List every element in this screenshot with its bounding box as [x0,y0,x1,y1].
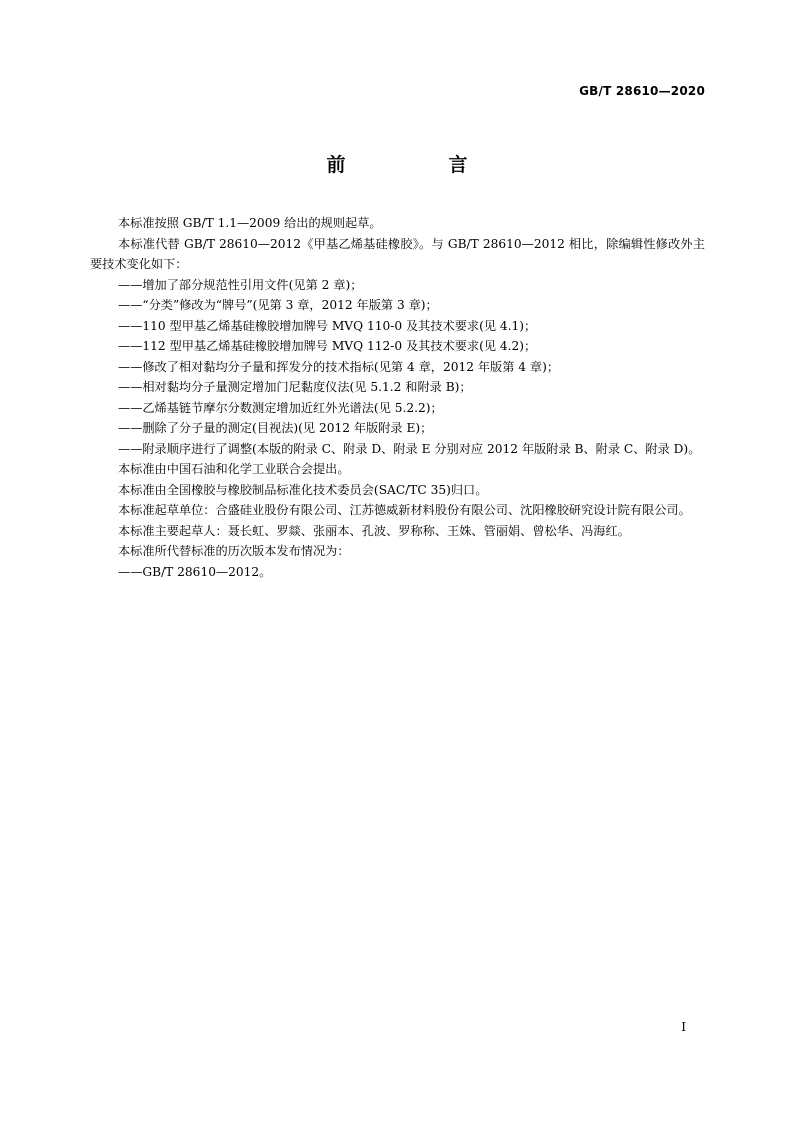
list-item: ——附录顺序进行了调整(本版的附录 C、附录 D、附录 E 分别对应 2012 年版附录 B、附录 C、附录 D)。 [118,441,701,456]
list-item: ——110 型甲基乙烯基硅橡胶增加牌号 MVQ 110-0 及其技术要求(见 4.1)； [118,318,537,333]
list-item: ——相对黏均分子量测定增加门尼黏度仪法(见 5.1.2 和附录 B)； [118,380,472,394]
list-item: ——删除了分子量的测定(目视法)(见 2012 年版附录 E)； [118,421,433,435]
paragraph: 本标准代替 GB/T 28610—2012《甲基乙烯基硅橡胶》。与 GB/T 28610—2012 相比，除编辑性修改外主要技术变化如下： [90,236,705,271]
list-item: ——112 型甲基乙烯基硅橡胶增加牌号 MVQ 112-0 及其技术要求(见 4.2)； [118,339,537,353]
paragraph: 本标准按照 GB/T 1.1—2009 给出的规则起草。 [118,216,382,230]
page-title: 前 言 [326,154,510,176]
list-item: ——修改了相对黏均分子量和挥发分的技术指标(见第 4 章，2012 年版第 4 章)； [118,359,560,374]
list-item: ——增加了部分规范性引用文件(见第 2 章)； [118,277,363,292]
standard-code: GB/T 28610—2020 [579,84,705,98]
paragraph: 本标准所代替标准的历次版本发布情况为： [118,544,350,558]
paragraph: 本标准由全国橡胶与橡胶制品标准化技术委员会(SAC/TC 35)归口。 [118,482,488,497]
list-item: ——“分类”修改为“牌号”(见第 3 章，2012 年版第 3 章)； [118,298,438,312]
paragraph: 本标准主要起草人：聂长虹、罗燚、张丽本、孔波、罗称称、王姝、管丽娟、曾松华、冯海红。 [118,523,630,538]
list-item: ——乙烯基链节摩尔分数测定增加近红外光谱法(见 5.2.2)； [118,400,443,415]
foreword-body [90,213,705,582]
paragraph: 本标准起草单位：合盛硅业股份有限公司、江苏德威新材料股份有限公司、沈阳橡胶研究设计院有限公司。 [118,503,691,517]
page-number: I [681,1020,686,1034]
paragraph: 本标准由中国石油和化学工业联合会提出。 [118,462,350,476]
list-item: ——GB/T 28610—2012。 [118,564,272,579]
